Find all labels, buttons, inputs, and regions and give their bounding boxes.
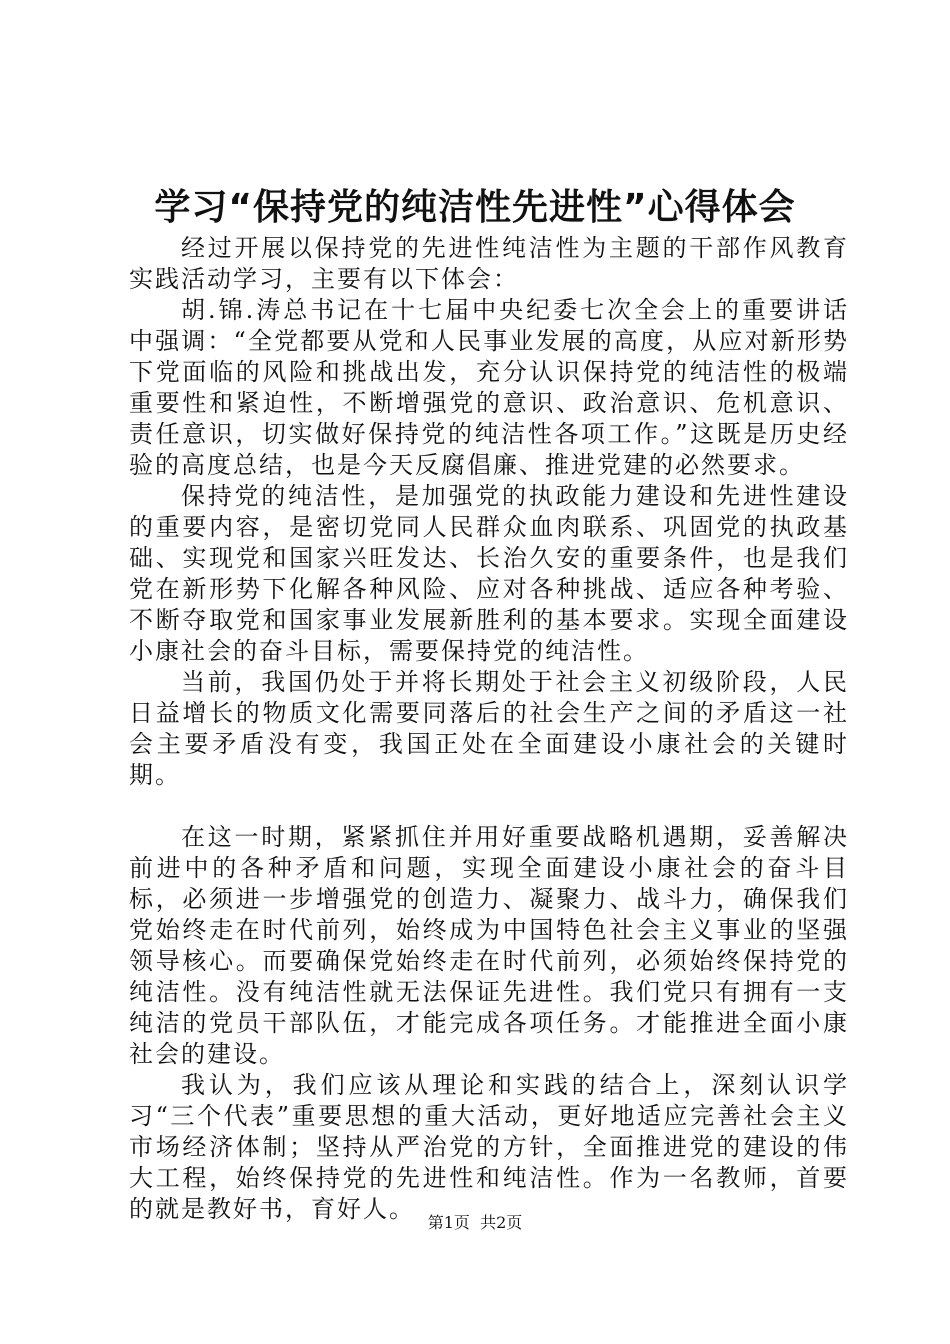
paragraph-gap <box>129 791 849 822</box>
paragraph-intro: 经过开展以保持党的先进性纯洁性为主题的干部作风教育实践活动学习，主要有以下体会： <box>129 234 849 293</box>
page-number-total: 共2页 <box>480 1213 523 1232</box>
paragraph-strategic-period: 在这一时期，紧紧抓住并用好重要战略机遇期，妥善解决前进中的各种矛盾和问题，实现全面建设小康社会的奋斗目标，必须进一步增强党的创造力、凝聚力、战斗力，确保我们党始终走在时代前列，始终成为中国特色社会主义事业的坚强领导核心。而要确保党始终走在时代前列，必须始终保持党的纯洁性。没有纯洁性就无法保证先进性。我们党只有拥有一支纯洁的党员干部队伍，才能完成各项任务。才能推进全面小康社会的建设。 <box>129 823 849 1068</box>
footer-separator <box>470 1213 480 1232</box>
paragraph-current-stage: 当前，我国仍处于并将长期处于社会主义初级阶段，人民日益增长的物质文化需要同落后的社会生产之间的矛盾这一社会主要矛盾没有变，我国正处在全面建设小康社会的关键时期。 <box>129 668 849 789</box>
page-footer <box>0 1212 950 1234</box>
document-body <box>129 233 849 1225</box>
paragraph-purity-importance: 保持党的纯洁性，是加强党的执政能力建设和先进性建设的重要内容，是密切党同人民群众血肉联系、巩固党的执政基础、实现党和国家兴旺发达、长治久安的重要条件，也是我们党在新形势下化解各种风险、应对各种挑战、适应各种考验、不断夺取党和国家事业发展新胜利的基本要求。实现全面建设小康社会的奋斗目标，需要保持党的纯洁性。 <box>129 482 849 665</box>
document-title: 学习“保持党的纯洁性先进性”心得体会 <box>154 187 796 228</box>
page-number-current: 第1页 <box>427 1213 470 1232</box>
paragraph-personal-view: 我认为，我们应该从理论和实践的结合上，深刻认识学习“三个代表”重要思想的重大活动，更好地适应完善社会主义市场经济体制；坚持从严治党的方针，全面推进党的建设的伟大工程，始终保持党的先进性和纯洁性。作为一名教师，首要的就是教好书，育好人。 <box>129 1071 849 1223</box>
paragraph-speech-quote: 胡.锦.涛总书记在十七届中央纪委七次全会上的重要讲话中强调：“全党都要从党和人民事业发展的高度，从应对新形势下党面临的风险和挑战出发，充分认识保持党的纯洁性的极端重要性和紧迫性，不断增强党的意识、政治意识、危机意识、责任意识，切实做好保持党的纯洁性各项工作。”这既是历史经验的高度总结，也是今天反腐倡廉、推进党建的必然要求。 <box>129 296 849 479</box>
